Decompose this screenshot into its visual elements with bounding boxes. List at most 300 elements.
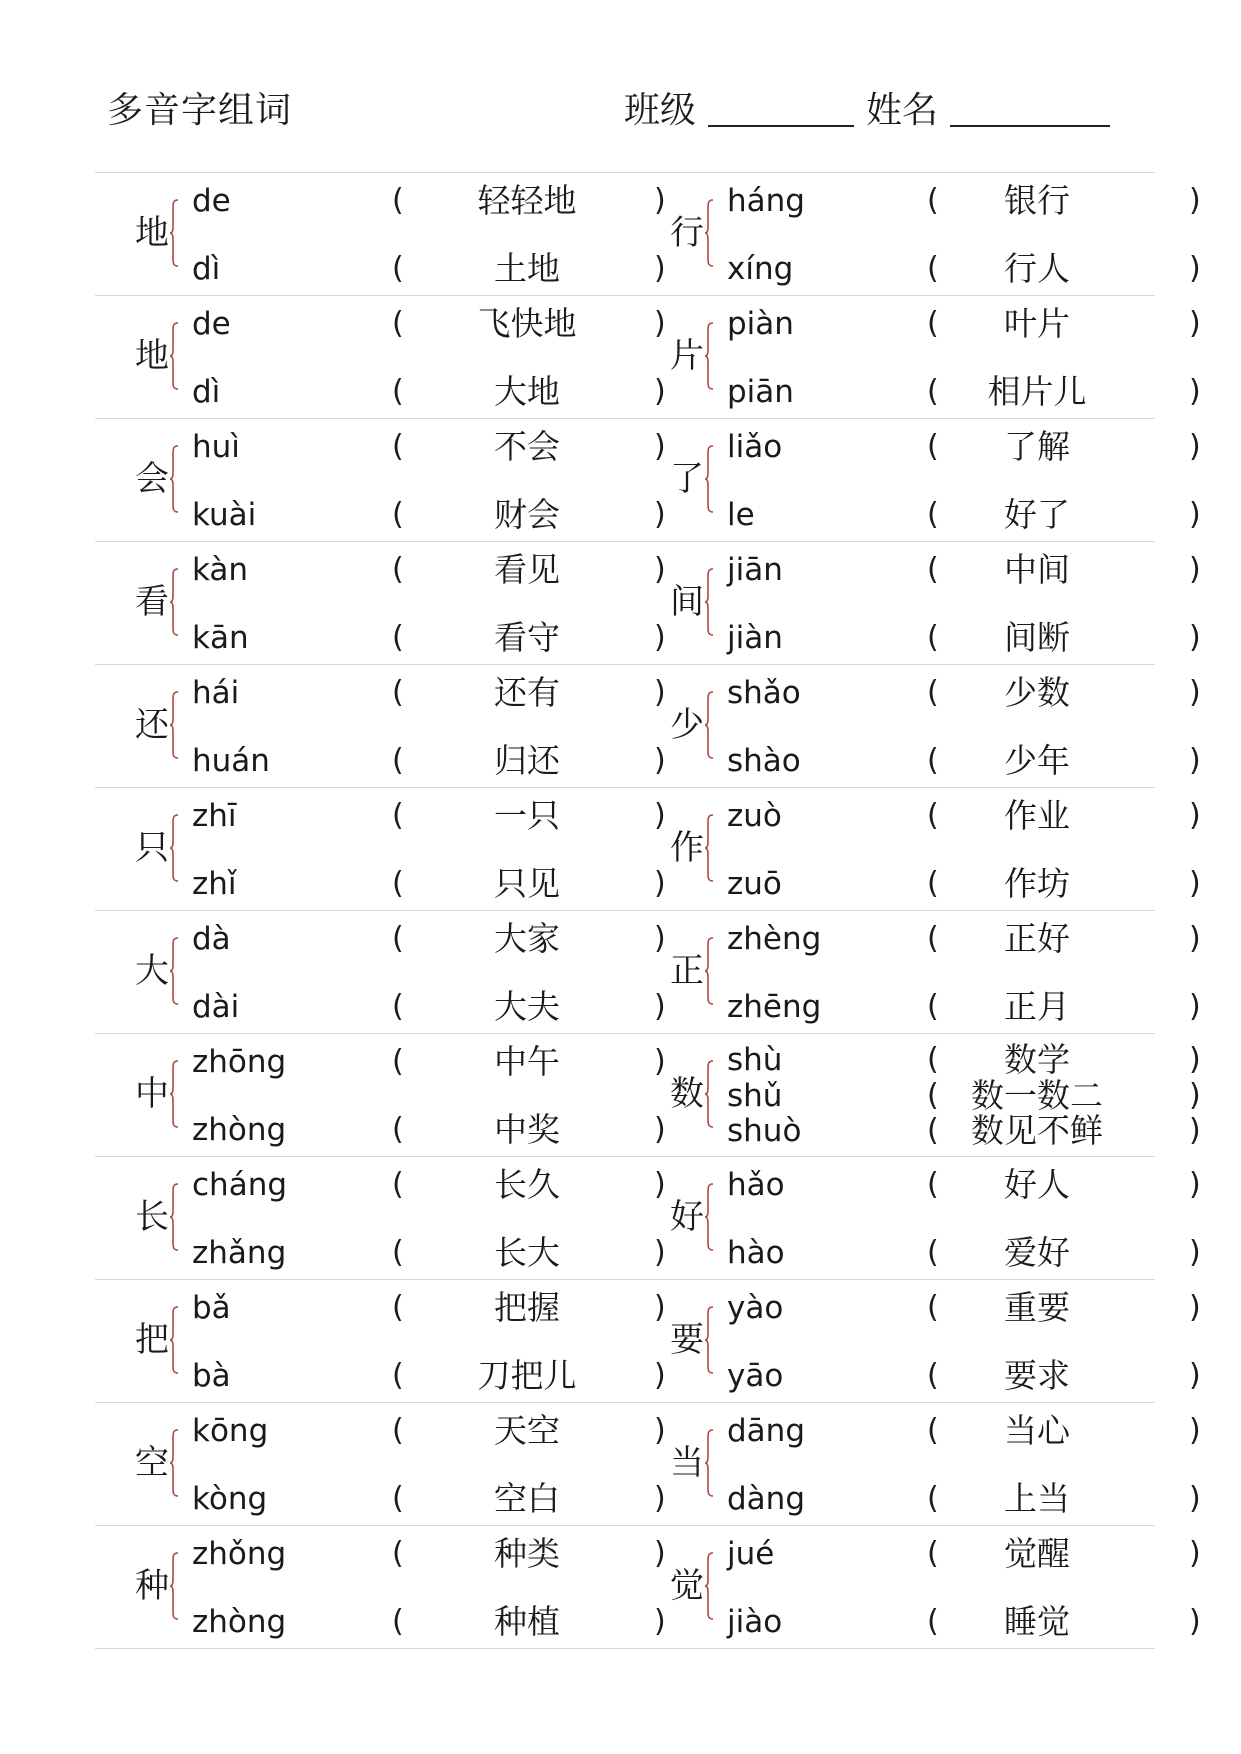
polyphone-entry bbox=[625, 419, 1201, 541]
pinyin-label: dà bbox=[192, 921, 231, 957]
reading-line bbox=[727, 1111, 1201, 1151]
curly-brace-icon bbox=[169, 937, 177, 1005]
close-parenthesis: ) bbox=[1189, 866, 1201, 901]
open-parenthesis: ( bbox=[927, 989, 939, 1024]
example-word: 种类 bbox=[494, 1534, 560, 1573]
open-parenthesis: ( bbox=[927, 620, 939, 655]
polyphone-entry bbox=[95, 911, 666, 1033]
pinyin-label: kān bbox=[192, 620, 249, 656]
close-parenthesis: ) bbox=[1189, 675, 1201, 710]
close-parenthesis: ) bbox=[654, 989, 666, 1024]
reading-line bbox=[192, 249, 666, 289]
open-parenthesis: ( bbox=[927, 798, 939, 833]
reading-line bbox=[727, 741, 1201, 781]
close-parenthesis: ) bbox=[1189, 306, 1201, 341]
open-parenthesis: ( bbox=[392, 620, 404, 655]
pinyin-label: háng bbox=[727, 183, 805, 219]
close-parenthesis: ) bbox=[1189, 798, 1201, 833]
reading-line bbox=[727, 550, 1201, 590]
reading-line bbox=[192, 673, 666, 713]
reading-line bbox=[192, 1534, 666, 1574]
open-parenthesis: ( bbox=[927, 1078, 939, 1113]
curly-brace-icon bbox=[169, 1429, 177, 1497]
reading-line bbox=[192, 1233, 666, 1273]
class-blank-field[interactable] bbox=[708, 89, 854, 127]
polyphone-entry bbox=[95, 542, 666, 664]
pinyin-label: jué bbox=[727, 1536, 775, 1572]
reading-line bbox=[727, 495, 1201, 535]
open-parenthesis: ( bbox=[927, 1235, 939, 1270]
close-parenthesis: ) bbox=[1189, 251, 1201, 286]
open-parenthesis: ( bbox=[392, 306, 404, 341]
open-parenthesis: ( bbox=[392, 1235, 404, 1270]
close-parenthesis: ) bbox=[1189, 1113, 1201, 1148]
reading-line bbox=[192, 1110, 666, 1150]
polyphone-character: 会 bbox=[135, 459, 169, 499]
open-parenthesis: ( bbox=[392, 1167, 404, 1202]
open-parenthesis: ( bbox=[927, 1113, 939, 1148]
polyphone-character: 大 bbox=[135, 951, 169, 991]
close-parenthesis: ) bbox=[1189, 429, 1201, 464]
example-word: 中午 bbox=[494, 1042, 560, 1081]
open-parenthesis: ( bbox=[392, 552, 404, 587]
curly-brace-icon bbox=[704, 322, 712, 390]
example-word: 重要 bbox=[1004, 1288, 1070, 1327]
pinyin-label: zhǐ bbox=[192, 866, 237, 902]
close-parenthesis: ) bbox=[654, 1358, 666, 1393]
pinyin-label: bǎ bbox=[192, 1290, 231, 1326]
close-parenthesis: ) bbox=[654, 183, 666, 218]
example-word: 飞快地 bbox=[477, 304, 577, 343]
example-word: 不会 bbox=[494, 427, 560, 466]
pinyin-label: zuò bbox=[727, 798, 782, 834]
close-parenthesis: ) bbox=[654, 1536, 666, 1571]
reading-line bbox=[727, 181, 1201, 221]
worksheet-row bbox=[95, 1280, 1201, 1403]
pinyin-label: zuō bbox=[727, 866, 782, 902]
close-parenthesis: ) bbox=[1189, 183, 1201, 218]
example-word: 土地 bbox=[494, 249, 560, 288]
open-parenthesis: ( bbox=[927, 306, 939, 341]
open-parenthesis: ( bbox=[927, 921, 939, 956]
polyphone-character: 了 bbox=[670, 459, 704, 499]
reading-line bbox=[192, 495, 666, 535]
close-parenthesis: ) bbox=[1189, 989, 1201, 1024]
close-parenthesis: ) bbox=[1189, 1290, 1201, 1325]
close-parenthesis: ) bbox=[1189, 1042, 1201, 1077]
polyphone-entry bbox=[625, 1526, 1201, 1648]
open-parenthesis: ( bbox=[392, 989, 404, 1024]
curly-brace-icon bbox=[704, 445, 712, 513]
open-parenthesis: ( bbox=[392, 429, 404, 464]
polyphone-entry bbox=[95, 1526, 666, 1648]
pinyin-label: yāo bbox=[727, 1358, 784, 1394]
pinyin-label: hào bbox=[727, 1235, 785, 1271]
pinyin-label: zhēng bbox=[727, 989, 822, 1025]
close-parenthesis: ) bbox=[654, 1044, 666, 1079]
pinyin-label: hǎo bbox=[727, 1167, 785, 1203]
reading-line bbox=[192, 304, 666, 344]
worksheet-row bbox=[95, 296, 1201, 419]
curly-brace-icon bbox=[169, 1306, 177, 1374]
polyphone-entry bbox=[625, 542, 1201, 664]
pinyin-label: zhǎng bbox=[192, 1235, 287, 1271]
reading-line bbox=[727, 864, 1201, 904]
close-parenthesis: ) bbox=[654, 306, 666, 341]
open-parenthesis: ( bbox=[392, 1536, 404, 1571]
close-parenthesis: ) bbox=[654, 552, 666, 587]
reading-line bbox=[727, 796, 1201, 836]
pinyin-label: kōng bbox=[192, 1413, 269, 1449]
polyphone-character: 只 bbox=[135, 828, 169, 868]
open-parenthesis: ( bbox=[927, 1604, 939, 1639]
polyphone-character: 觉 bbox=[670, 1566, 704, 1606]
pinyin-label: zhòng bbox=[192, 1112, 287, 1148]
open-parenthesis: ( bbox=[927, 1358, 939, 1393]
open-parenthesis: ( bbox=[927, 251, 939, 286]
pinyin-label: kuài bbox=[192, 497, 257, 533]
example-word: 空白 bbox=[494, 1479, 560, 1518]
close-parenthesis: ) bbox=[1189, 552, 1201, 587]
name-label: 姓名 bbox=[866, 90, 939, 131]
curly-brace-icon bbox=[169, 199, 177, 267]
worksheet-row bbox=[95, 1526, 1201, 1649]
example-word: 相片儿 bbox=[987, 372, 1087, 411]
open-parenthesis: ( bbox=[392, 497, 404, 532]
example-word: 种植 bbox=[494, 1602, 560, 1641]
pinyin-label: de bbox=[192, 183, 231, 219]
close-parenthesis: ) bbox=[654, 921, 666, 956]
worksheet-row bbox=[95, 1157, 1201, 1280]
example-word: 睡觉 bbox=[1004, 1602, 1070, 1641]
reading-line bbox=[727, 372, 1201, 412]
reading-line bbox=[727, 673, 1201, 713]
open-parenthesis: ( bbox=[392, 374, 404, 409]
curly-brace-icon bbox=[704, 691, 712, 759]
reading-line bbox=[192, 919, 666, 959]
reading-line bbox=[727, 919, 1201, 959]
reading-line bbox=[727, 1411, 1201, 1451]
open-parenthesis: ( bbox=[392, 675, 404, 710]
example-word: 中奖 bbox=[494, 1110, 560, 1149]
example-word: 正好 bbox=[1004, 919, 1070, 958]
pinyin-label: zhòng bbox=[192, 1604, 287, 1640]
pinyin-label: hái bbox=[192, 675, 240, 711]
reading-line bbox=[727, 249, 1201, 289]
open-parenthesis: ( bbox=[392, 1358, 404, 1393]
polyphone-entry bbox=[625, 173, 1201, 295]
polyphone-entry bbox=[95, 419, 666, 541]
reading-line bbox=[727, 618, 1201, 658]
close-parenthesis: ) bbox=[654, 251, 666, 286]
pinyin-label: le bbox=[727, 497, 755, 533]
close-parenthesis: ) bbox=[654, 1604, 666, 1639]
curly-brace-icon bbox=[704, 1552, 712, 1620]
close-parenthesis: ) bbox=[654, 1167, 666, 1202]
example-word: 看见 bbox=[494, 550, 560, 589]
worksheet-row bbox=[95, 665, 1201, 788]
open-parenthesis: ( bbox=[392, 1481, 404, 1516]
open-parenthesis: ( bbox=[392, 921, 404, 956]
pinyin-label: zhī bbox=[192, 798, 237, 834]
close-parenthesis: ) bbox=[654, 866, 666, 901]
close-parenthesis: ) bbox=[1189, 1167, 1201, 1202]
reading-line bbox=[192, 618, 666, 658]
curly-brace-icon bbox=[169, 1060, 177, 1128]
pinyin-label: dì bbox=[192, 374, 221, 410]
example-word: 看守 bbox=[494, 618, 560, 657]
example-word: 刀把儿 bbox=[477, 1356, 577, 1395]
reading-line bbox=[727, 1534, 1201, 1574]
reading-line bbox=[192, 427, 666, 467]
polyphone-entry bbox=[625, 665, 1201, 787]
polyphone-character: 还 bbox=[135, 705, 169, 745]
pinyin-label: dāng bbox=[727, 1413, 805, 1449]
reading-line bbox=[727, 427, 1201, 467]
example-word: 中间 bbox=[1004, 550, 1070, 589]
open-parenthesis: ( bbox=[392, 1112, 404, 1147]
example-word: 间断 bbox=[1004, 618, 1070, 657]
example-word: 天空 bbox=[494, 1411, 560, 1450]
open-parenthesis: ( bbox=[927, 497, 939, 532]
example-word: 银行 bbox=[1004, 181, 1070, 220]
close-parenthesis: ) bbox=[654, 1413, 666, 1448]
reading-line bbox=[192, 1479, 666, 1519]
close-parenthesis: ) bbox=[1189, 1358, 1201, 1393]
open-parenthesis: ( bbox=[392, 743, 404, 778]
example-word: 长大 bbox=[494, 1233, 560, 1272]
close-parenthesis: ) bbox=[654, 743, 666, 778]
close-parenthesis: ) bbox=[654, 374, 666, 409]
example-word: 数见不鲜 bbox=[971, 1111, 1103, 1150]
close-parenthesis: ) bbox=[654, 675, 666, 710]
polyphone-character: 要 bbox=[670, 1320, 704, 1360]
pinyin-label: zhǒng bbox=[192, 1536, 287, 1572]
curly-brace-icon bbox=[169, 568, 177, 636]
polyphone-character: 数 bbox=[670, 1074, 704, 1114]
close-parenthesis: ) bbox=[1189, 1078, 1201, 1113]
example-word: 要求 bbox=[1004, 1356, 1070, 1395]
worksheet-row bbox=[95, 419, 1201, 542]
open-parenthesis: ( bbox=[927, 429, 939, 464]
reading-line bbox=[727, 1288, 1201, 1328]
open-parenthesis: ( bbox=[927, 1481, 939, 1516]
open-parenthesis: ( bbox=[927, 866, 939, 901]
reading-line bbox=[192, 1411, 666, 1451]
curly-brace-icon bbox=[169, 691, 177, 759]
example-word: 好了 bbox=[1004, 495, 1070, 534]
open-parenthesis: ( bbox=[927, 374, 939, 409]
reading-line bbox=[192, 741, 666, 781]
example-word: 长久 bbox=[494, 1165, 560, 1204]
worksheet-row bbox=[95, 911, 1201, 1034]
reading-line bbox=[192, 181, 666, 221]
pinyin-label: zhèng bbox=[727, 921, 822, 957]
polyphone-character: 间 bbox=[670, 582, 704, 622]
polyphone-entry bbox=[95, 1403, 666, 1525]
polyphone-entry bbox=[625, 1157, 1201, 1279]
worksheet-row bbox=[95, 542, 1201, 665]
example-word: 作坊 bbox=[1004, 864, 1070, 903]
reading-line bbox=[727, 1602, 1201, 1642]
pinyin-label: jiān bbox=[727, 552, 783, 588]
reading-line bbox=[192, 550, 666, 590]
close-parenthesis: ) bbox=[1189, 620, 1201, 655]
polyphone-character: 种 bbox=[135, 1566, 169, 1606]
worksheet-table bbox=[95, 172, 1201, 1649]
polyphone-entry bbox=[625, 911, 1201, 1033]
pinyin-label: shào bbox=[727, 743, 801, 779]
polyphone-character: 中 bbox=[135, 1074, 169, 1114]
close-parenthesis: ) bbox=[1189, 743, 1201, 778]
worksheet-row bbox=[95, 788, 1201, 911]
polyphone-character: 片 bbox=[670, 336, 704, 376]
curly-brace-icon bbox=[704, 937, 712, 1005]
open-parenthesis: ( bbox=[927, 183, 939, 218]
reading-line bbox=[727, 304, 1201, 344]
pinyin-label: dài bbox=[192, 989, 240, 1025]
open-parenthesis: ( bbox=[392, 1290, 404, 1325]
polyphone-entry bbox=[625, 788, 1201, 910]
reading-line bbox=[727, 1233, 1201, 1273]
close-parenthesis: ) bbox=[654, 429, 666, 464]
curly-brace-icon bbox=[169, 814, 177, 882]
example-word: 当心 bbox=[1004, 1411, 1070, 1450]
curly-brace-icon bbox=[704, 1429, 712, 1497]
open-parenthesis: ( bbox=[392, 1413, 404, 1448]
close-parenthesis: ) bbox=[654, 798, 666, 833]
open-parenthesis: ( bbox=[392, 866, 404, 901]
polyphone-entry bbox=[95, 1034, 666, 1156]
pinyin-label: shǔ bbox=[727, 1078, 783, 1114]
example-word: 叶片 bbox=[1004, 304, 1070, 343]
polyphone-entry bbox=[95, 296, 666, 418]
pinyin-label: zhōng bbox=[192, 1044, 287, 1080]
close-parenthesis: ) bbox=[1189, 374, 1201, 409]
polyphone-entry bbox=[95, 1280, 666, 1402]
curly-brace-icon bbox=[704, 814, 712, 882]
example-word: 轻轻地 bbox=[477, 181, 577, 220]
curly-brace-icon bbox=[704, 199, 712, 267]
curly-brace-icon bbox=[704, 1183, 712, 1251]
open-parenthesis: ( bbox=[927, 1290, 939, 1325]
reading-line bbox=[192, 796, 666, 836]
open-parenthesis: ( bbox=[927, 743, 939, 778]
open-parenthesis: ( bbox=[927, 1536, 939, 1571]
pinyin-label: dì bbox=[192, 251, 221, 287]
example-word: 爱好 bbox=[1004, 1233, 1070, 1272]
polyphone-character: 行 bbox=[670, 213, 704, 253]
pinyin-label: xíng bbox=[727, 251, 794, 287]
open-parenthesis: ( bbox=[927, 675, 939, 710]
pinyin-label: jiàn bbox=[727, 620, 783, 656]
pinyin-label: yào bbox=[727, 1290, 784, 1326]
close-parenthesis: ) bbox=[654, 1235, 666, 1270]
example-word: 只见 bbox=[494, 864, 560, 903]
close-parenthesis: ) bbox=[1189, 497, 1201, 532]
class-label: 班级 bbox=[624, 90, 697, 131]
reading-line bbox=[192, 987, 666, 1027]
example-word: 觉醒 bbox=[1004, 1534, 1070, 1573]
pinyin-label: dàng bbox=[727, 1481, 805, 1517]
open-parenthesis: ( bbox=[392, 1604, 404, 1639]
polyphone-character: 长 bbox=[135, 1197, 169, 1237]
pinyin-label: cháng bbox=[192, 1167, 288, 1203]
reading-line bbox=[727, 1040, 1201, 1080]
close-parenthesis: ) bbox=[1189, 1536, 1201, 1571]
close-parenthesis: ) bbox=[1189, 1481, 1201, 1516]
polyphone-entry bbox=[625, 1280, 1201, 1402]
polyphone-entry bbox=[625, 1403, 1201, 1525]
example-word: 正月 bbox=[1004, 987, 1070, 1026]
polyphone-entry bbox=[95, 1157, 666, 1279]
pinyin-label: huán bbox=[192, 743, 270, 779]
curly-brace-icon bbox=[169, 1552, 177, 1620]
polyphone-character: 地 bbox=[135, 213, 169, 253]
polyphone-entry bbox=[95, 665, 666, 787]
pinyin-label: bà bbox=[192, 1358, 231, 1394]
reading-line bbox=[192, 1602, 666, 1642]
example-word: 好人 bbox=[1004, 1165, 1070, 1204]
open-parenthesis: ( bbox=[927, 1042, 939, 1077]
reading-line bbox=[727, 1356, 1201, 1396]
reading-line bbox=[192, 1288, 666, 1328]
worksheet-row bbox=[95, 1034, 1201, 1157]
example-word: 归还 bbox=[494, 741, 560, 780]
polyphone-character: 少 bbox=[670, 705, 704, 745]
student-info bbox=[624, 82, 1122, 133]
pinyin-label: kàn bbox=[192, 552, 249, 588]
curly-brace-icon bbox=[704, 568, 712, 636]
close-parenthesis: ) bbox=[654, 1481, 666, 1516]
worksheet-row bbox=[95, 1403, 1201, 1526]
name-blank-field[interactable] bbox=[950, 89, 1110, 127]
curly-brace-icon bbox=[704, 1060, 712, 1128]
polyphone-entry bbox=[625, 1034, 1201, 1156]
example-word: 行人 bbox=[1004, 249, 1070, 288]
reading-line bbox=[192, 372, 666, 412]
reading-line bbox=[192, 1042, 666, 1082]
example-word: 还有 bbox=[494, 673, 560, 712]
example-word: 大夫 bbox=[494, 987, 560, 1026]
open-parenthesis: ( bbox=[927, 552, 939, 587]
example-word: 少数 bbox=[1004, 673, 1070, 712]
close-parenthesis: ) bbox=[1189, 1235, 1201, 1270]
open-parenthesis: ( bbox=[392, 251, 404, 286]
close-parenthesis: ) bbox=[1189, 921, 1201, 956]
reading-line bbox=[192, 1356, 666, 1396]
pinyin-label: kòng bbox=[192, 1481, 268, 1517]
pinyin-label: piān bbox=[727, 374, 794, 410]
reading-line bbox=[727, 1165, 1201, 1205]
polyphone-character: 把 bbox=[135, 1320, 169, 1360]
close-parenthesis: ) bbox=[654, 497, 666, 532]
polyphone-character: 空 bbox=[135, 1443, 169, 1483]
example-word: 了解 bbox=[1004, 427, 1070, 466]
close-parenthesis: ) bbox=[1189, 1413, 1201, 1448]
polyphone-entry bbox=[625, 296, 1201, 418]
example-word: 数一数二 bbox=[971, 1076, 1103, 1115]
polyphone-character: 地 bbox=[135, 336, 169, 376]
example-word: 财会 bbox=[494, 495, 560, 534]
example-word: 大地 bbox=[494, 372, 560, 411]
close-parenthesis: ) bbox=[654, 1112, 666, 1147]
polyphone-character: 正 bbox=[670, 951, 704, 991]
curly-brace-icon bbox=[704, 1306, 712, 1374]
reading-line bbox=[727, 987, 1201, 1027]
pinyin-label: shuò bbox=[727, 1113, 802, 1149]
pinyin-label: de bbox=[192, 306, 231, 342]
